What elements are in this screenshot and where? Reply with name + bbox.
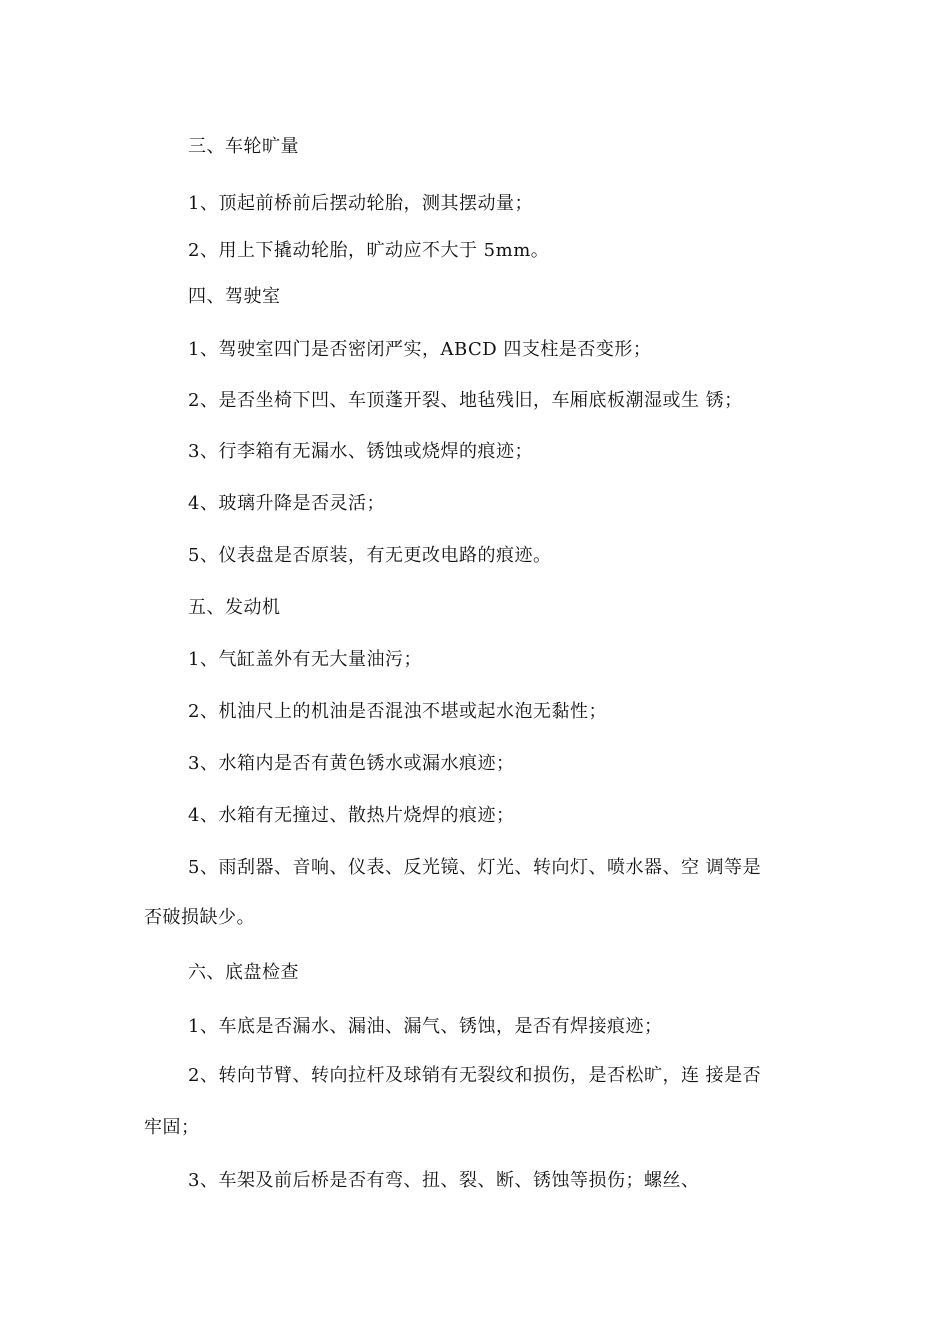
section-heading-chassis: 六、底盘检查 [188, 962, 299, 983]
paragraph-line: 1、车底是否漏水、漏油、漏气、锈蚀，是否有焊接痕迹； [188, 1016, 663, 1037]
section-heading-engine: 五、发动机 [188, 597, 281, 618]
section-heading-wheel-play: 三、车轮旷量 [188, 136, 299, 157]
paragraph-line: 4、玻璃升降是否灵活； [188, 493, 385, 514]
paragraph-line: 2、机油尺上的机油是否混浊不堪或起水泡无黏性； [188, 701, 607, 722]
paragraph-line-continued: 否破损缺少。 [144, 907, 255, 928]
paragraph-line: 3、水箱内是否有黄色锈水或漏水痕迹； [188, 753, 515, 774]
section-heading-cab: 四、驾驶室 [188, 286, 281, 307]
paragraph-line: 1、驾驶室四门是否密闭严实，ABCD 四支柱是否变形； [188, 339, 652, 360]
paragraph-line: 1、顶起前桥前后摆动轮胎，测其摆动量； [188, 193, 533, 214]
paragraph-line: 4、水箱有无撞过、散热片烧焊的痕迹； [188, 805, 515, 826]
paragraph-line: 2、是否坐椅下凹、车顶蓬开裂、地毡残旧，车厢底板潮湿或生 锈； [188, 390, 743, 411]
paragraph-line: 1、气缸盖外有无大量油污； [188, 649, 422, 670]
paragraph-line: 3、车架及前后桥是否有弯、扭、裂、断、锈蚀等损伤；螺丝、 [188, 1170, 700, 1191]
paragraph-line: 5、仪表盘是否原装，有无更改电路的痕迹。 [188, 545, 552, 566]
paragraph-line-continued: 牢固； [144, 1117, 200, 1138]
paragraph-line: 2、转向节臂、转向拉杆及球销有无裂纹和损伤，是否松旷，连 接是否 [188, 1065, 762, 1086]
paragraph-line: 5、雨刮器、音响、仪表、反光镜、灯光、转向灯、喷水器、空 调等是 [188, 857, 762, 878]
paragraph-line: 3、行李箱有无漏水、锈蚀或烧焊的痕迹； [188, 441, 533, 462]
paragraph-line: 2、用上下撬动轮胎，旷动应不大于 5mm。 [188, 240, 550, 261]
